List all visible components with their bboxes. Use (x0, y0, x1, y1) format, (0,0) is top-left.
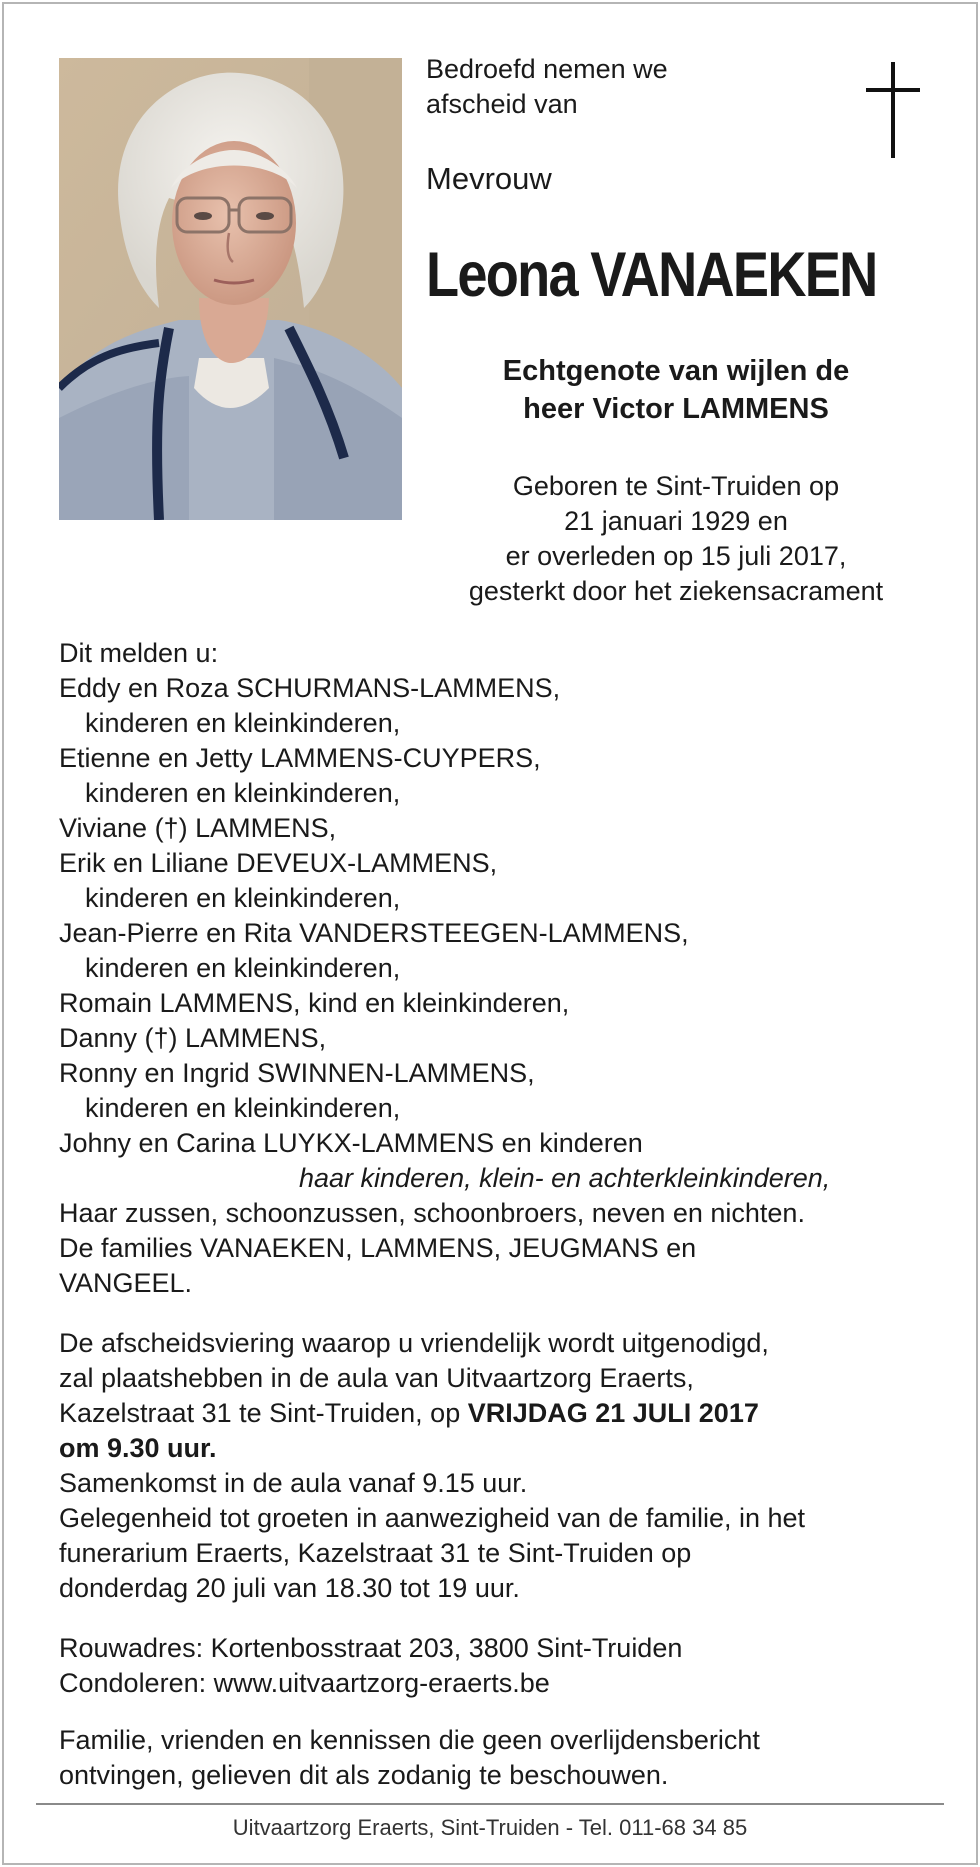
birth-death-info (426, 469, 926, 609)
announce-line: kinderen en kleinkinderen, (85, 1093, 401, 1123)
announce-line: De families VANAEKEN, LAMMENS, JEUGMANS en (59, 1233, 697, 1263)
service-line: Gelegenheid tot groeten in aanwezigheid van de familie, in het (59, 1503, 806, 1533)
announce-line: Ronny en Ingrid SWINNEN-LAMMENS, (59, 1058, 535, 1088)
portrait-photo (59, 58, 402, 520)
honorific: Mevrouw (426, 161, 552, 196)
funeral-service-info (59, 1326, 939, 1606)
service-date: VRIJDAG 21 JULI 2017 (467, 1398, 759, 1428)
closing-line: ontvingen, gelieven dit als zodanig te beschouwen. (59, 1760, 669, 1790)
intro-line: afscheid van (426, 89, 578, 119)
footer-divider (36, 1803, 944, 1805)
deceased-name: Leona VANAEKEN (426, 240, 877, 310)
closing-note (59, 1723, 939, 1793)
service-line: Samenkomst in de aula vanaf 9.15 uur. (59, 1468, 528, 1498)
intro-line: Bedroefd nemen we (426, 54, 668, 84)
announce-line: Dit melden u: (59, 638, 219, 668)
spouse-line: heer Victor LAMMENS (523, 393, 829, 425)
birth-line: Geboren te Sint-Truiden op (512, 471, 840, 501)
announce-line: Jean-Pierre en Rita VANDERSTEEGEN-LAMMENS, (59, 918, 689, 948)
service-time: om 9.30 uur. (59, 1433, 217, 1463)
announce-line: kinderen en kleinkinderen, (85, 778, 401, 808)
spouse-line: Echtgenote van wijlen de (502, 355, 850, 387)
announce-line: Erik en Liliane DEVEUX-LAMMENS, (59, 848, 498, 878)
cross-icon (866, 60, 920, 160)
service-line (59, 1396, 939, 1431)
footer-contact: Uitvaartzorg Eraerts, Sint-Truiden - Tel. 011-68 34 85 (232, 1815, 748, 1840)
service-location: Kazelstraat 31 te Sint-Truiden, op (59, 1398, 468, 1428)
portrait-illustration (59, 58, 402, 520)
family-announcement (59, 636, 939, 1301)
birth-line: gesterkt door het ziekensacrament (468, 576, 884, 606)
announce-line: kinderen en kleinkinderen, (85, 883, 401, 913)
service-line: De afscheidsviering waarop u vriendelijk wordt uitgenodigd, (59, 1328, 769, 1358)
spouse-info (426, 352, 926, 428)
announce-line: Johny en Carina LUYKX-LAMMENS en kinderen (59, 1128, 643, 1158)
service-line: funerarium Eraerts, Kazelstraat 31 te Sint-Truiden op (59, 1538, 692, 1568)
announce-line: Haar zussen, schoonzussen, schoonbroers, neven en nichten. (59, 1198, 805, 1228)
announce-line: kinderen en kleinkinderen, (85, 708, 401, 738)
announce-line: VANGEEL. (59, 1268, 193, 1298)
announce-line: Etienne en Jetty LAMMENS-CUYPERS, (59, 743, 541, 773)
announce-line: Danny (†) LAMMENS, (59, 1023, 327, 1053)
contact-info (59, 1631, 939, 1701)
condolence-website[interactable]: Condoleren: www.uitvaartzorg-eraerts.be (59, 1668, 550, 1698)
announce-line: Viviane (†) LAMMENS, (59, 813, 337, 843)
service-line: zal plaatshebben in de aula van Uitvaartzorg Eraerts, (59, 1363, 694, 1393)
announce-line: Eddy en Roza SCHURMANS-LAMMENS, (59, 673, 561, 703)
birth-line: er overleden op 15 juli 2017, (505, 541, 847, 571)
announce-line: haar kinderen, klein- en achterkleinkinderen, (299, 1163, 831, 1193)
announce-line: kinderen en kleinkinderen, (85, 953, 401, 983)
service-line: donderdag 20 juli van 18.30 tot 19 uur. (59, 1573, 520, 1603)
birth-line: 21 januari 1929 en (564, 506, 788, 536)
mourning-address: Rouwadres: Kortenbosstraat 203, 3800 Sint-Truiden (59, 1633, 683, 1663)
closing-line: Familie, vrienden en kennissen die geen overlijdensbericht (59, 1725, 760, 1755)
intro-text (426, 52, 756, 122)
announce-line: Romain LAMMENS, kind en kleinkinderen, (59, 988, 570, 1018)
service-line (59, 1431, 939, 1466)
